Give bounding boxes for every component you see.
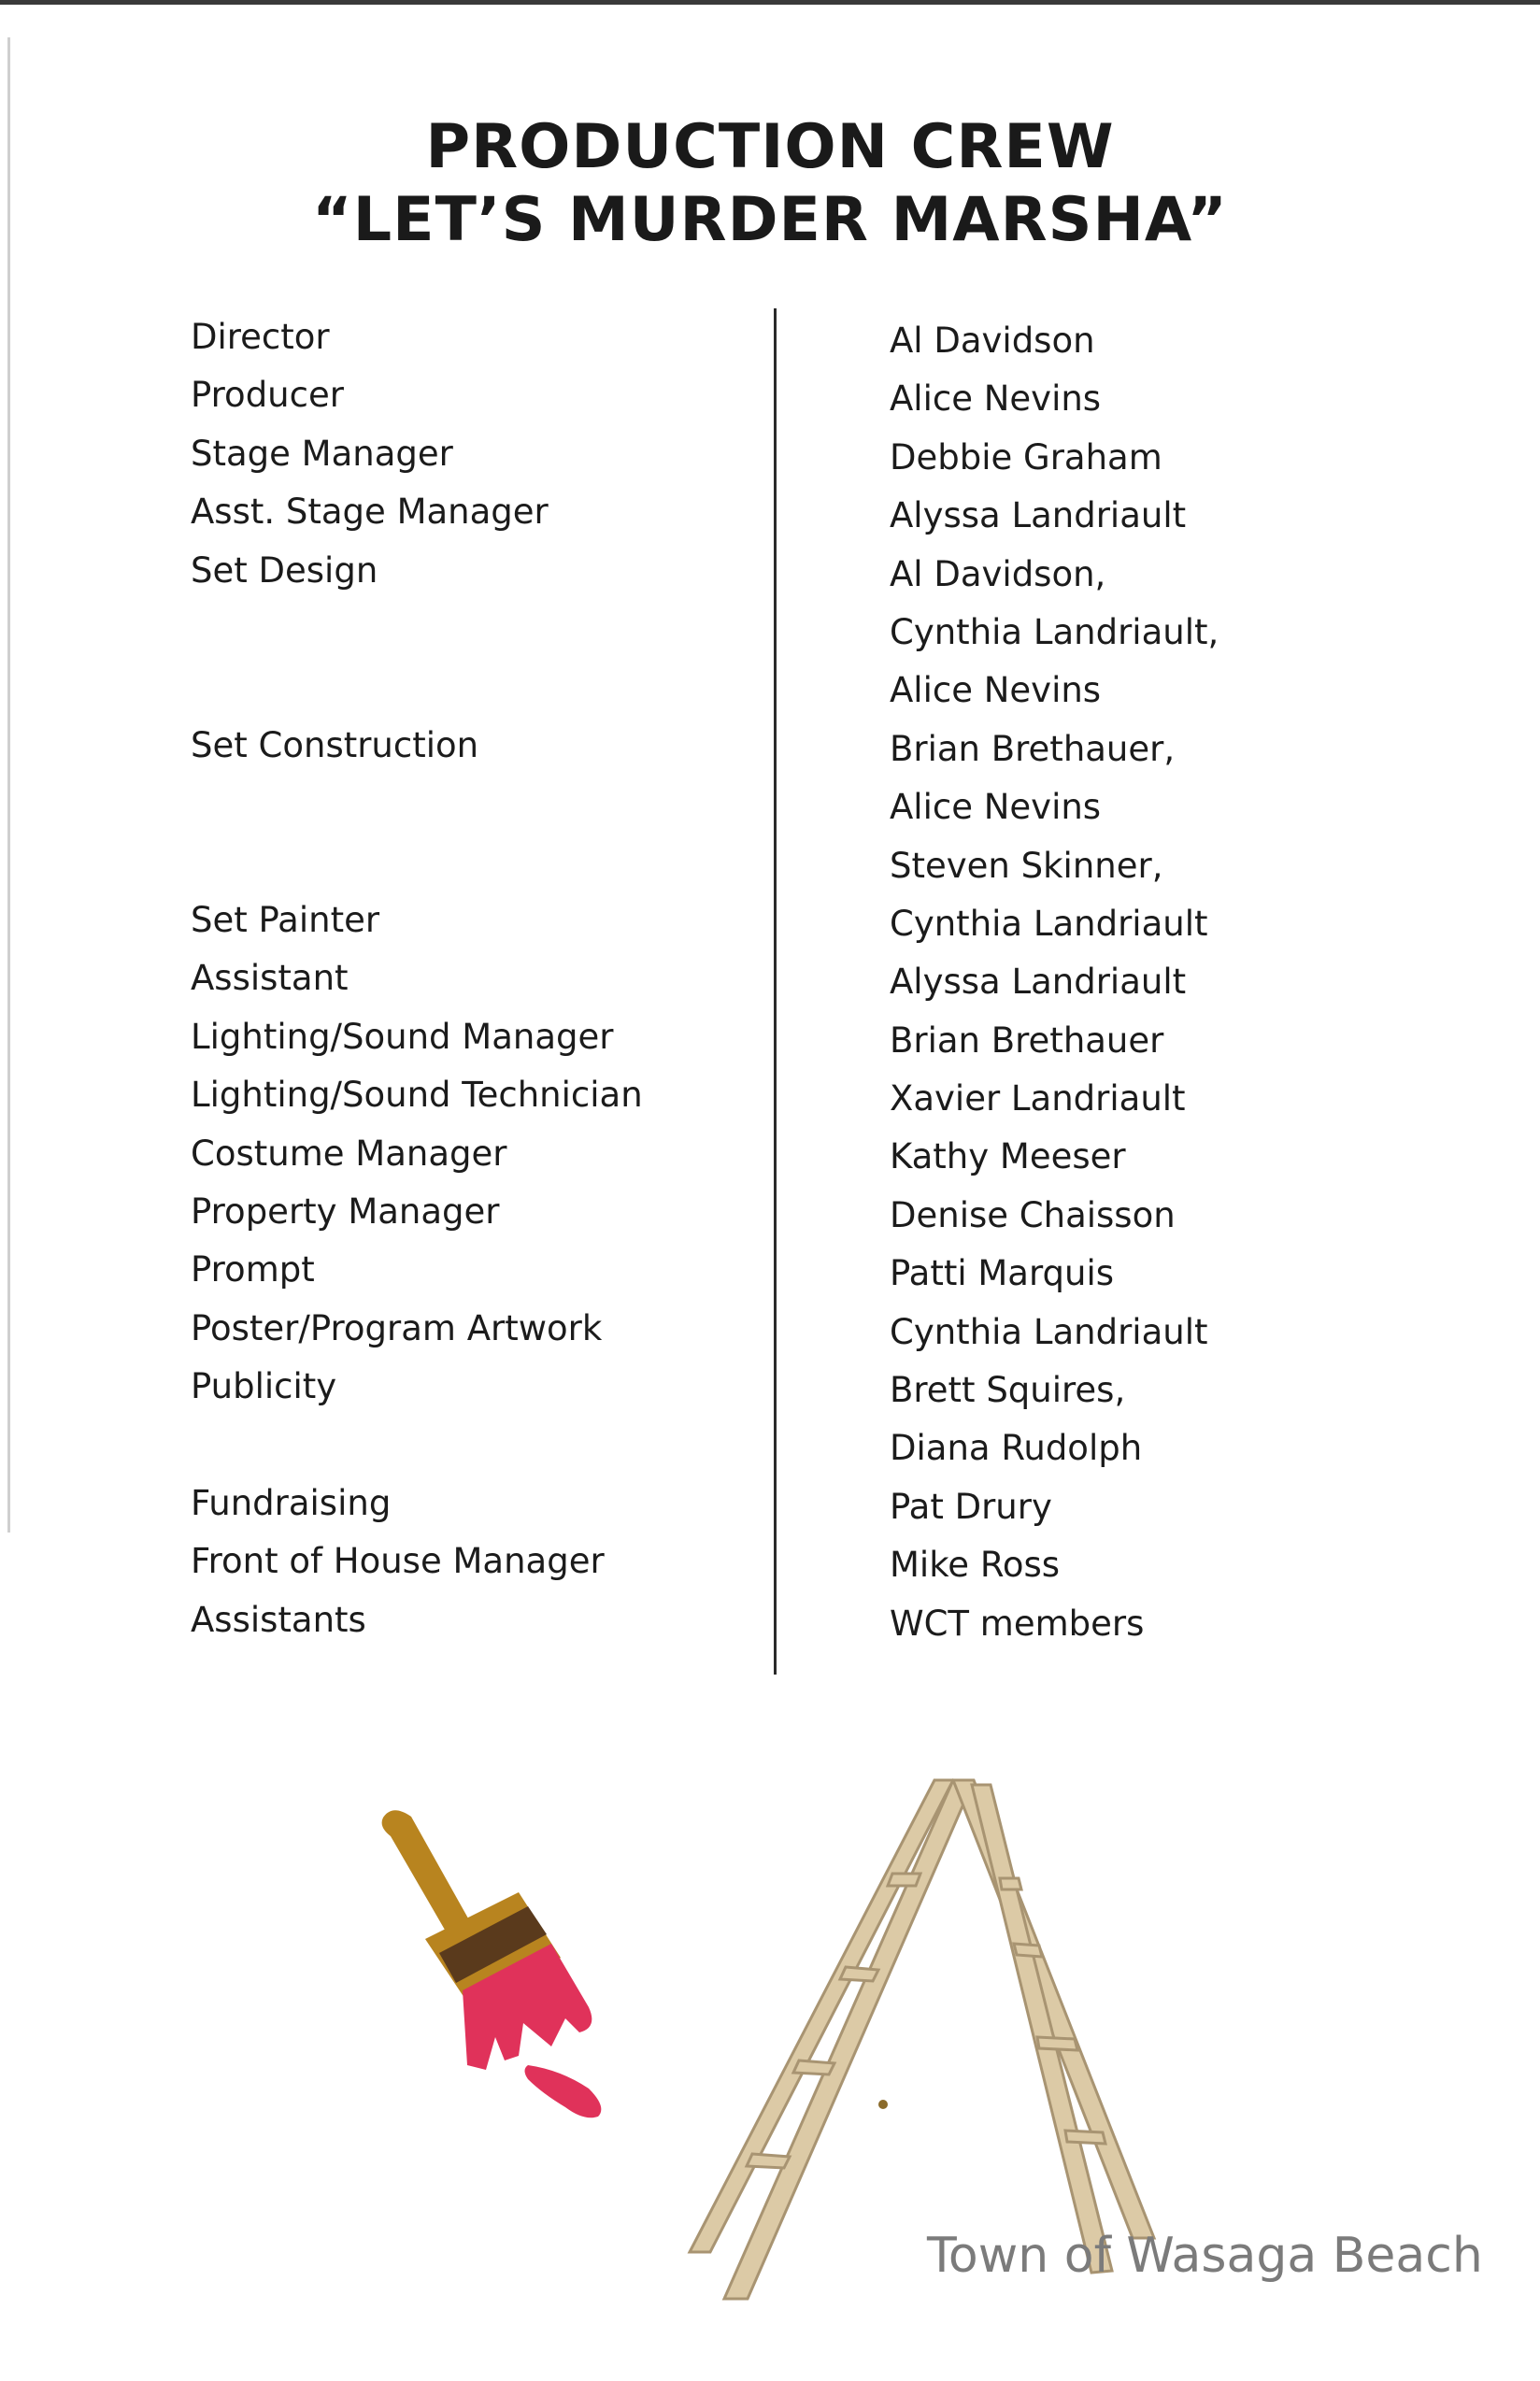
role-label: Fundraising	[191, 1482, 392, 1523]
ladder-rung	[793, 2060, 834, 2074]
role-label: Lighting/Sound Manager	[191, 1016, 614, 1057]
play-title: “LET’S MURDER MARSHA”	[312, 185, 1228, 255]
ladder-rail	[724, 1780, 972, 2299]
ladder-rung	[1000, 1878, 1021, 1889]
role-label: Costume Manager	[191, 1133, 507, 1174]
role-label: Assistants	[191, 1599, 366, 1640]
crew-name: Brian Brethauer	[890, 1019, 1164, 1061]
role-label: Prompt	[191, 1249, 315, 1290]
crew-name: Steven Skinner,	[890, 845, 1163, 886]
role-label: Front of House Manager	[191, 1541, 605, 1582]
crew-name: Alice Nevins	[890, 670, 1102, 711]
crew-name: Cynthia Landriault	[890, 903, 1208, 944]
crew-name: Al Davidson	[890, 321, 1095, 361]
crew-name: Kathy Meeser	[890, 1136, 1126, 1177]
crew-name: Diana Rudolph	[890, 1428, 1143, 1469]
crew-name: Mike Ross	[890, 1545, 1061, 1586]
role-label: Assistant	[191, 958, 349, 999]
role-label: Lighting/Sound Technician	[191, 1075, 643, 1116]
crew-name: Patti Marquis	[890, 1253, 1115, 1294]
role-label: Set Construction	[191, 724, 479, 765]
ladder-rung	[1037, 2037, 1077, 2050]
crew-name: Cynthia Landriault	[890, 1311, 1208, 1352]
crew-name: Alice Nevins	[890, 787, 1102, 828]
crew-name: Xavier Landriault	[890, 1078, 1186, 1119]
role-label: Publicity	[191, 1366, 337, 1407]
ladder-rung	[1065, 2131, 1105, 2144]
page-title: PRODUCTION CREW	[425, 112, 1115, 182]
crew-name: WCT members	[890, 1603, 1145, 1644]
crew-name: Al Davidson,	[890, 553, 1106, 594]
crew-name: Debbie Graham	[890, 436, 1162, 478]
ladder-rail	[690, 1780, 953, 2252]
role-label: Stage Manager	[191, 433, 453, 474]
crew-name: Brian Brethauer,	[890, 728, 1176, 769]
crew-name: Pat Drury	[890, 1486, 1052, 1527]
paint-speck	[878, 2100, 888, 2109]
crew-name: Cynthia Landriault,	[890, 611, 1219, 652]
role-label: Producer	[191, 375, 344, 416]
crew-name: Alyssa Landriault	[890, 962, 1187, 1003]
ladder-rung	[840, 1967, 878, 1981]
role-label: Set Design	[191, 549, 378, 591]
ladder-rung	[747, 2154, 790, 2168]
crew-name: Alice Nevins	[890, 378, 1102, 420]
role-label: Director	[191, 317, 330, 357]
watermark: Town of Wasaga Beach	[927, 2228, 1483, 2284]
ladder-rung	[888, 1874, 920, 1886]
ladder-rung	[1014, 1944, 1042, 1957]
crew-name: Brett Squires,	[890, 1370, 1126, 1411]
role-label: Set Painter	[191, 899, 380, 940]
ladder-rail	[953, 1780, 1154, 2238]
crew-name: Alyssa Landriault	[890, 495, 1187, 536]
role-label: Property Manager	[191, 1190, 500, 1232]
role-label: Poster/Program Artwork	[191, 1307, 603, 1348]
role-label: Asst. Stage Manager	[191, 492, 549, 533]
crew-name: Denise Chaisson	[890, 1194, 1176, 1235]
ladder-rail	[972, 1785, 1112, 2273]
